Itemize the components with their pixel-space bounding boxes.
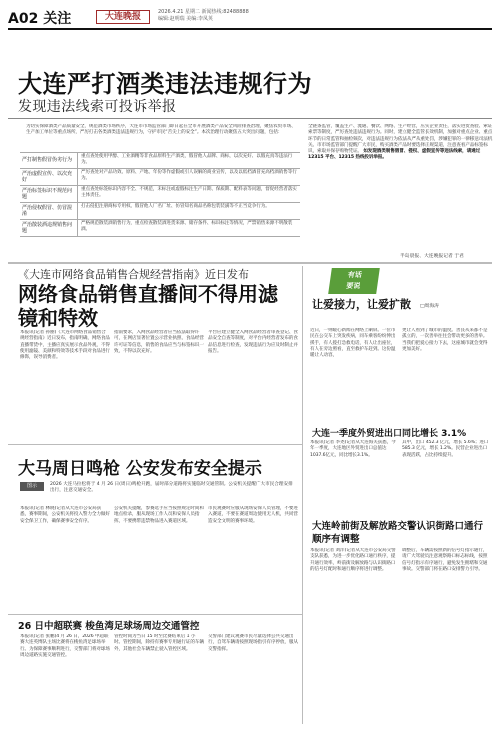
table-row [20, 169, 300, 186]
table-row [20, 186, 300, 203]
header-date-line: 2026.4.21 星期二 新闻热线:82488888 [158, 9, 249, 15]
table-description: 严厉查处对产品功效、原料、产地、年份等作虚假或引人误解的商业宣传，以及以低档酒冒充高档酒销售等行为。 [81, 169, 297, 181]
article3-column: 本报讯(记者 林晓)记者从大连市公安局获悉，赛事期间，公安机关将投入警力全力做好安全保卫工作，确保赛事安全有序。 [20, 506, 110, 524]
table-category: 严治标签标识不规范问题 [20, 186, 78, 202]
divider [8, 444, 302, 445]
article3-lede-mark: 图示 [20, 482, 44, 491]
table-row [20, 220, 300, 237]
right-article1-column: 其中，出口 452.3 亿元，增长 5.6%；进口 585.3 亿元，增长 1.2%。民营企业进出口表现活跃，占比持续提升。 [402, 440, 489, 458]
table-description: 打击侵犯注册商标专用权、假冒他人厂名厂址、仿冒知名商品名称包装装潢等不正当竞争行为。 [81, 203, 270, 209]
article2-column: 平台应建立健全入网食品经营者审查登记、食品安全自查等制度，对平台内经营者发布的食品信息进行检查，发现违法行为应及时制止并报告。 [208, 330, 298, 354]
commentary-title: 让爱接力，让爱扩散 [312, 298, 411, 311]
article4-column: 本报讯(记者 张鹏)4 月 26 日，2026 中超联赛大连英博队主场比赛将在梭鱼湾足球场举行。为保障赛事顺利进行，交警部门将对球场周边道路实施交通管控。 [20, 634, 110, 658]
table-row [20, 153, 300, 169]
page-code: A02 关注 [8, 11, 72, 27]
lead-right-column [308, 124, 494, 250]
divider [8, 118, 492, 119]
column-divider [302, 266, 303, 724]
lead-headline: 大连严打酒类违法违规行为 [18, 70, 312, 98]
issue-table [20, 152, 300, 237]
lead-right-text: 全链条监管，覆盖生产、流通、餐饮、网络、生产经营，压实企业责任，落实进货查验、索证索票等制度，严厉查处违法违规行为。同时，建立健全监管长效机制，加强对重点企业、重点环节的日常监管和抽检频次，对违法违规行为依法从严从重处罚，涉嫌犯罪的一律移送司法机关。市市场监管部门提醒广大市民，购买酒类产品时要选择正规渠道，注意查看产品标签标识，索取并保存购物凭证。 [308, 124, 493, 155]
commentary-author: □周海涛 [420, 304, 439, 309]
header-editor-line: 编辑:赵明瑞 美编:李凤英 [158, 16, 213, 22]
table-category: 严打制售假冒伪劣行为 [20, 153, 78, 168]
lead-right-bold: 如发现酒类制售假冒、侵权、虚假宣传等违法线索，请通过 12315 平台、12315 热线投诉举报。 [308, 149, 481, 161]
article3-headline: 大马周日鸣枪 公安发布安全提示 [18, 459, 262, 479]
page-header [8, 6, 492, 30]
lead-intro: 为切实保障酒类产品质量安全，规范酒类市场秩序，大连市市场监管部门即日起在全市开展酒类产品安全风险排查治理，聚焦农贸市场、生产加工单位等重点场所，严厉打击各类酒类违法违规行为，守护市民“舌尖上的安全”。本次治理行动聚焦五大突出问题，包括： [26, 124, 296, 136]
table-description: 严格规范散装酒销售行为，重点检查散装酒进货来源、储存条件、标识标注等情况，严禁销售来源不明散装酒。 [81, 220, 293, 232]
commentary-column: 更让人看到了城市的温度。善良从来都不是孤立的，一次善举往往会带动更多的善举。当我们把爱心接力下去，这座城市就会变得更加美好。 [402, 328, 488, 352]
divider [8, 262, 492, 264]
commentary-column: 近日，一则暖心新闻在网络上刷屏。一位市民在公交车上突发疾病，同车乘客纷纷伸出援手，有人拨打急救电话，有人让出座位，有人在旁边照看，直至救护车赶到。这份温暖让人动容， [310, 328, 396, 359]
right-article1-column: 本报讯(记者 李尧)记者从大连海关获悉，今年一季度，大连地区外贸进出口总值达1037.6亿元，同比增长3.1%。 [310, 440, 396, 458]
article4-headline: 26 日中超联赛 梭鱼湾足球场周边交通管控 [18, 621, 200, 632]
table-description: 重点查处使用甲醇、工业酒精等非食品原料生产酒类，假冒他人品牌、商标，以次充好、以假充真等违法行为。 [81, 154, 293, 166]
badge-line2: 要说 [345, 282, 361, 290]
lead-byline: 半岛晨报、大连晚报记者 于君 [400, 254, 464, 259]
right-article2-column: 本报讯(记者 刘洋)记者从大连市公安局交警支队获悉，为进一步优化路口通行秩序，提升通行效率，岭前街及解放路与认识街路口的信号灯配时和通行顺序将进行调整。 [310, 548, 396, 572]
article3-column: 市民观赛时应服从现场安保人员管理，不要进入赛道，不要在赛道周边使用无人机，共同营造安全文明的赛事环境。 [208, 506, 298, 524]
article2-column: 指南要求，入网食品经营者应当依法取得许可，在网店显著位置公示营业执照、食品经营许可证等信息，销售的食品应当与标签标识一致，不得以次充好。 [114, 330, 204, 354]
commentary-badge [328, 268, 380, 294]
lead-subheadline: 发现违法线索可投诉举报 [18, 99, 177, 115]
article4-column: 交警部门建议观赛市民尽量选择公共交通出行，自驾车辆请按照现场指引有序停放，服从交警指挥。 [208, 634, 298, 652]
table-category: 严治侵权假冒、仿冒混淆 [20, 203, 78, 219]
table-category: 严治散装酒违规销售问题 [20, 220, 78, 236]
article4-column: 管控时间为当日 15 时至比赛结束后 1 小时。管控期间，除持有赛事专用通行证的车辆外，其他社会车辆禁止驶入管控区域。 [114, 634, 204, 652]
article2-headline: 网络食品销售直播间不得用滤镜和特效 [18, 282, 278, 330]
header-rule [8, 28, 492, 30]
table-description: 重点查处标签标识内容不全、不规范，未标注或虚假标注生产日期、保质期、配料表等问题，督促经营者落实主体责任。 [81, 186, 297, 198]
divider [8, 614, 302, 615]
article3-column: 公安机关提醒，参赛选手应当按照规定时间和地点检录，服从现场工作人员和安保人员指挥，不要携带违禁物品进入赛道区域。 [114, 506, 204, 524]
table-row [20, 203, 300, 220]
right-article1-headline: 大连一季度外贸进出口同比增长 3.1% [312, 429, 467, 439]
badge-line1: 有话 [347, 271, 363, 279]
right-article2-headline: 大连岭前街及解放路交警认识街路口通行顺序有调整 [312, 521, 484, 545]
newspaper-logo: 大连晚报 [96, 10, 150, 24]
header-meta [158, 9, 249, 23]
article2-column: 本报讯(记者 孙丽)《大连市网络食品销售合规经营指南》近日发布，指南明确，网络食品直播带货中，主播应真实展示食品外观，不得使用滤镜、美颜和特效等技术手段对食品进行修饰，误导消费者。 [20, 330, 110, 361]
article2-subtitle: 《大连市网络食品销售合规经营指南》近日发布 [18, 268, 249, 281]
article3-lede: 2026 大连马拉松将于 4 月 26 日(周日)鸣枪开跑，届时部分道路将实施临时交通管制。公安机关提醒广大市民合理安排出行，注意交通安全。 [50, 482, 293, 494]
table-category: 严治虚假宣传、以次充好 [20, 169, 78, 185]
right-article2-column: 调整后，车辆需按照新的信号灯指示通行，请广大驾驶员注意观察路口标志标线，按照信号灯指示有序通行，避免发生拥堵和交通事故。交警部门将在路口安排警力引导。 [402, 548, 488, 572]
